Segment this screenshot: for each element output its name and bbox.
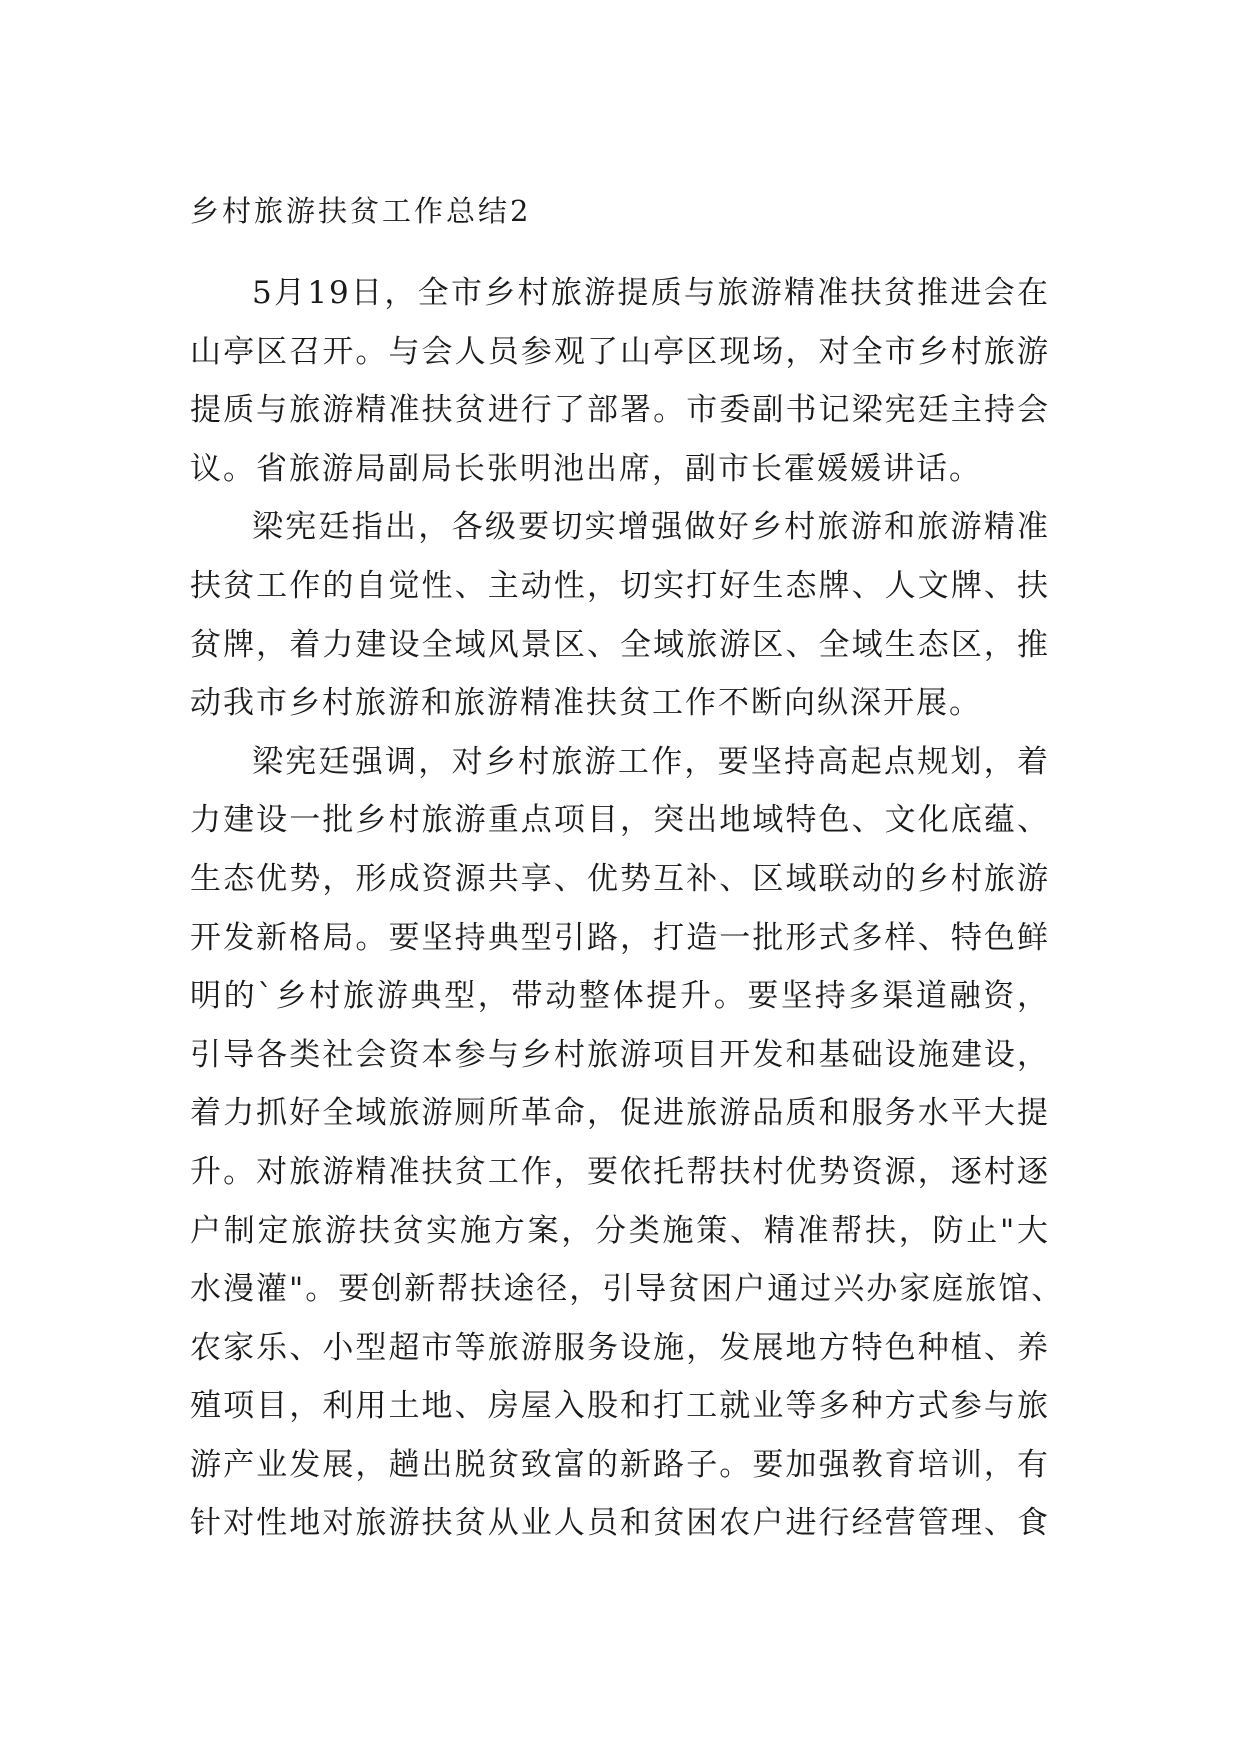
document-body (190, 275, 1065, 1565)
text-line: 山亭区召开。与会人员参观了山亭区现场，对全市乡村旅游 (190, 333, 1050, 370)
text-line: 提质与旅游精准扶贫进行了部署。市委副书记梁宪廷主持会 (190, 392, 1050, 429)
text-line: 议。省旅游局副局长张明池出席，副市长霍媛媛讲话。 (190, 450, 982, 487)
text-line: 动我市乡村旅游和旅游精准扶贫工作不断向纵深开展。 (190, 685, 982, 722)
text-line: 5月19日，全市乡村旅游提质与旅游精准扶贫推进会在 (252, 275, 1050, 311)
text-line: 农家乐、小型超市等旅游服务设施，发展地方特色种植、养 (190, 1329, 1050, 1366)
text-line: 扶贫工作的自觉性、主动性，切实打好生态牌、人文牌、扶 (190, 567, 1050, 604)
document-title: 乡村旅游扶贫工作总结2 (190, 194, 532, 228)
text-line: 升。对旅游精准扶贫工作，要依托帮扶村优势资源，逐村逐 (190, 1153, 1050, 1190)
text-line: 户制定旅游扶贫实施方案，分类施策、精准帮扶，防止"大 (190, 1212, 1050, 1249)
text-line: 生态优势，形成资源共享、优势互补、区域联动的乡村旅游 (190, 860, 1050, 897)
text-line: 水漫灌"。要创新帮扶途径，引导贫困户通过兴办家庭旅馆、 (190, 1271, 1065, 1308)
text-line: 殖项目，利用土地、房屋入股和打工就业等多种方式参与旅 (190, 1388, 1050, 1425)
text-line: 力建设一批乡村旅游重点项目，突出地域特色、文化底蕴、 (190, 802, 1050, 839)
text-line: 贫牌，着力建设全域风景区、全域旅游区、全域生态区，推 (190, 626, 1050, 663)
text-line: 引导各类社会资本参与乡村旅游项目开发和基础设施建设， (190, 1036, 1050, 1073)
text-line: 梁宪廷指出，各级要切实增强做好乡村旅游和旅游精准 (252, 509, 1050, 546)
text-line: 针对性地对旅游扶贫从业人员和贫困农户进行经营管理、食 (190, 1505, 1050, 1542)
text-line: 游产业发展，趟出脱贫致富的新路子。要加强教育培训，有 (190, 1446, 1050, 1483)
text-line: 着力抓好全域旅游厕所革命，促进旅游品质和服务水平大提 (190, 1095, 1050, 1132)
text-line: 梁宪廷强调，对乡村旅游工作，要坚持高起点规划，着 (252, 743, 1050, 780)
text-line: 开发新格局。要坚持典型引路，打造一批形式多样、特色鲜 (190, 919, 1050, 956)
text-line: 明的`乡村旅游典型，带动整体提升。要坚持多渠道融资， (190, 978, 1050, 1015)
